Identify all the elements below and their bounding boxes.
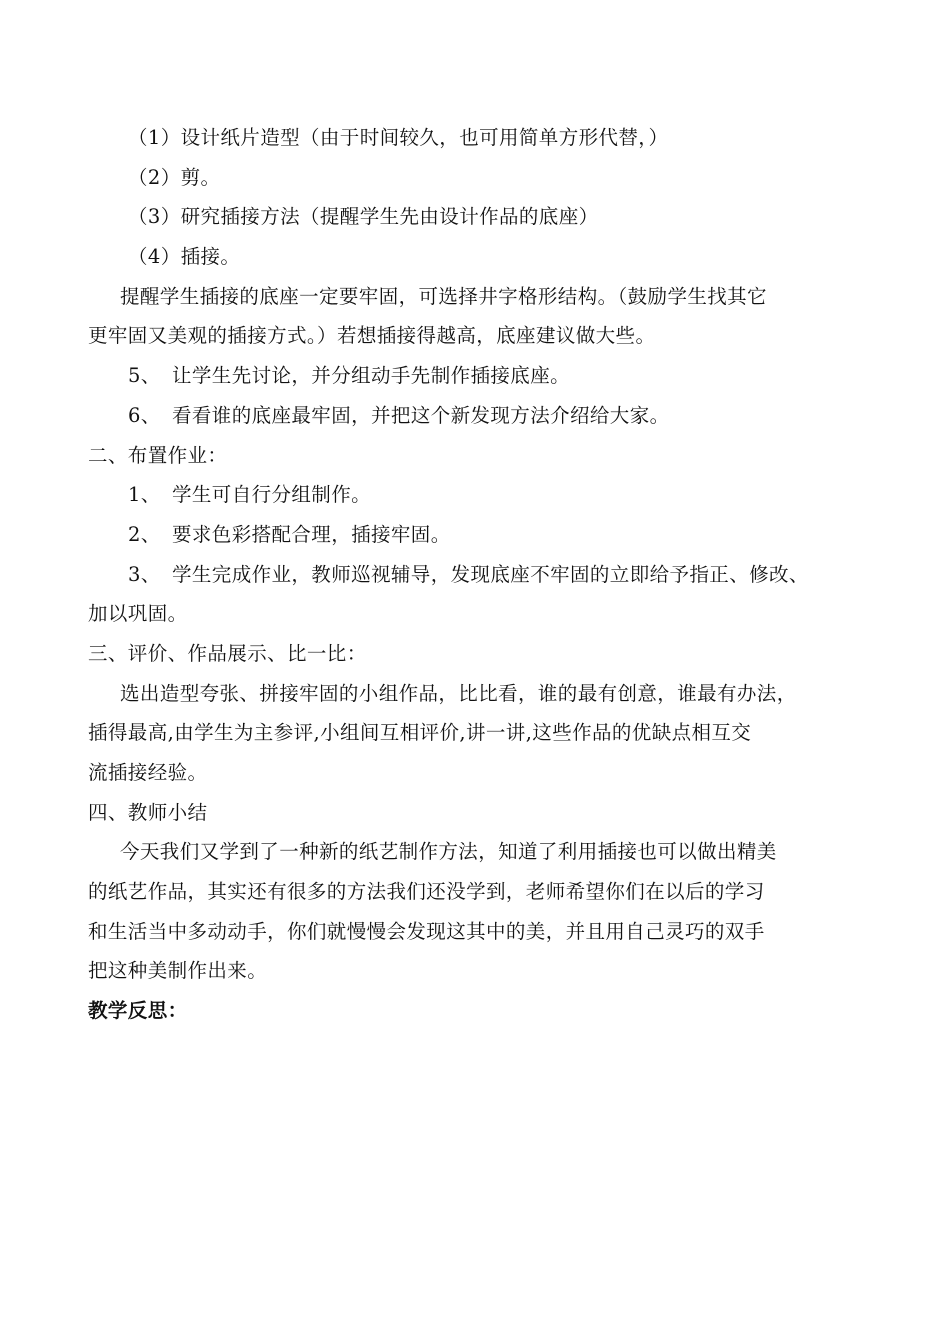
section-4-line-2: 的纸艺作品，其实还有很多的方法我们还没学到，老师希望你们在以后的学习 <box>88 880 765 904</box>
homework-item-1 <box>88 475 868 515</box>
homework-item-3-continued: 加以巩固。 <box>88 602 188 626</box>
section-3-line-1: 选出造型夸张、拼接牢固的小组作品，比比看，谁的最有创意，谁最有办法， <box>120 681 797 705</box>
step-4: （4）插接。 <box>128 245 241 269</box>
homework-item-1-number: 1、 <box>128 483 161 507</box>
section-3-line-3: 流插接经验。 <box>88 761 208 784</box>
step-1: （1）设计纸片造型（由于时间较久，也可用简单方形代替，） <box>128 126 669 149</box>
item-6-text: 看看谁的底座最牢固，并把这个新发现方法介绍给大家。 <box>172 403 670 427</box>
item-6-number: 6、 <box>128 403 161 427</box>
reminder-line-1: 提醒学生插接的底座一定要牢固，可选择井字格形结构。（鼓励学生找其它 <box>120 284 767 308</box>
homework-item-1-text: 学生可自行分组制作。 <box>172 483 372 507</box>
section-4-heading: 四、教师小结 <box>88 800 208 824</box>
reflection-heading: 教学反思： <box>88 999 188 1023</box>
homework-item-3-number: 3、 <box>128 562 161 586</box>
step-3: （3）研究插接方法（提醒学生先由设计作品的底座） <box>128 205 599 229</box>
homework-item-3 <box>88 555 868 595</box>
section-4-line-3: 和生活当中多动动手，你们就慢慢会发现这其中的美，并且用自己灵巧的双手 <box>88 919 765 943</box>
section-4-line-1: 今天我们又学到了一种新的纸艺制作方法，知道了利用插接也可以做出精美 <box>120 840 777 864</box>
homework-item-2-number: 2、 <box>128 522 161 546</box>
section-3-line-2: 插得最高,由学生为主参评,小组间互相评价,讲一讲,这些作品的优缺点相互交 <box>88 721 752 745</box>
document-page <box>88 118 868 1031</box>
homework-item-3-text: 学生完成作业，教师巡视辅导，发现底座不牢固的立即给予指正、修改、 <box>172 562 809 586</box>
item-5 <box>88 356 868 396</box>
item-6 <box>88 396 868 436</box>
section-3-heading: 三、评价、作品展示、比一比： <box>88 641 367 665</box>
item-5-text: 让学生先讨论，并分组动手先制作插接底座。 <box>172 364 571 388</box>
homework-item-2-text: 要求色彩搭配合理，插接牢固。 <box>172 522 451 546</box>
homework-item-2 <box>88 515 868 555</box>
item-5-number: 5、 <box>128 364 161 388</box>
reminder-line-2: 更牢固又美观的插接方式。）若想插接得越高，底座建议做大些。 <box>88 324 656 348</box>
step-2: （2）剪。 <box>128 165 221 189</box>
section-4-line-4: 把这种美制作出来。 <box>88 959 268 983</box>
section-2-heading: 二、布置作业： <box>88 443 228 467</box>
